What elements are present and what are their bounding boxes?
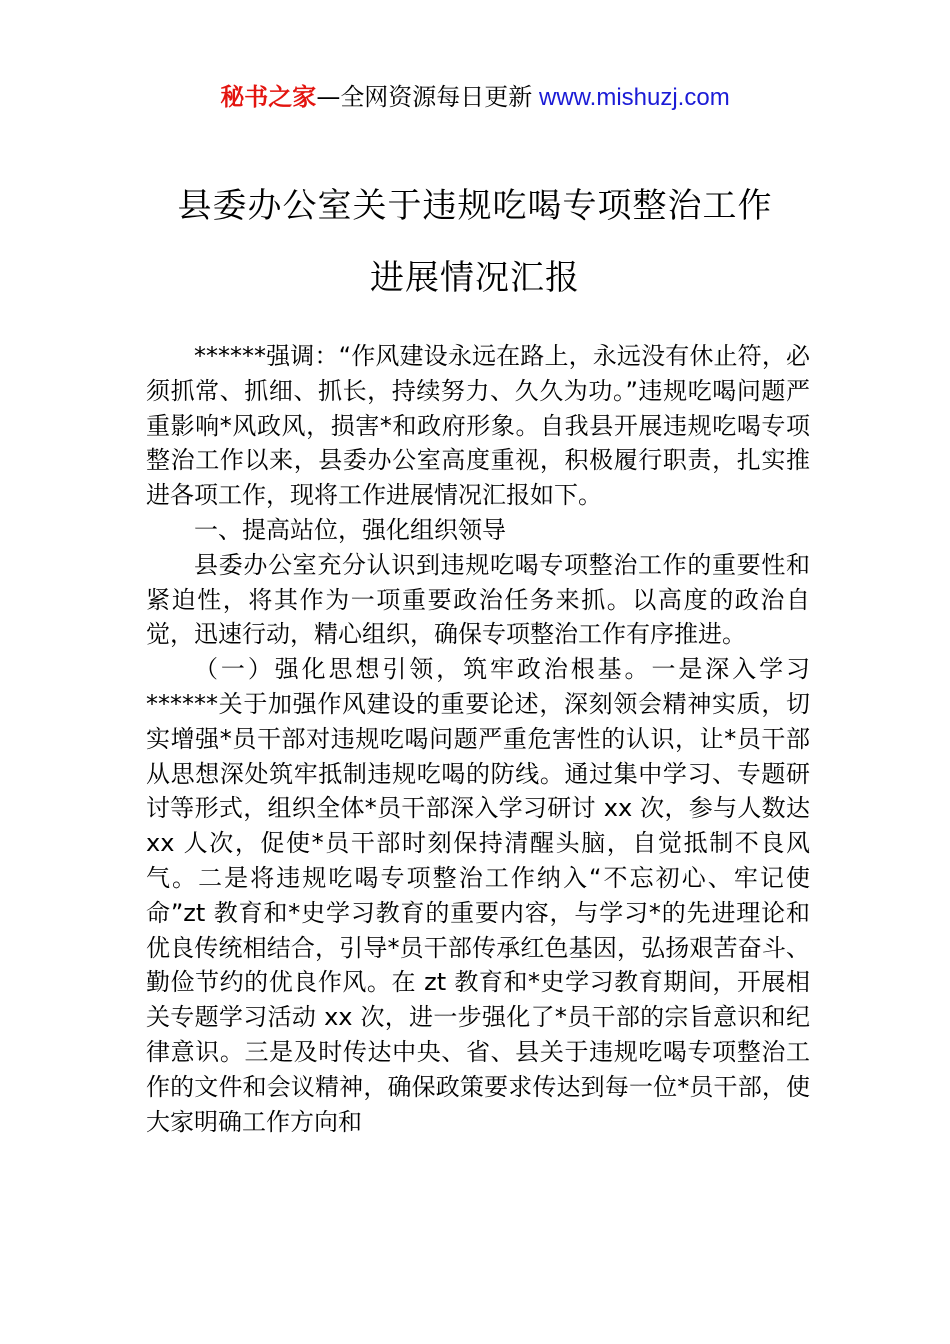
header-tagline: —全网资源每日更新 (316, 83, 533, 111)
section-heading: 一、提高站位，强化组织领导 (194, 515, 506, 544)
site-header (0, 80, 950, 115)
subsection-paragraph: （一）强化思想引领，筑牢政治根基。一是深入学习******关于加强作风建设的重要论述，深刻领会精神实质，切实增强*员干部对违规吃喝问题严重危害性的认识，让*员干部从思想深处筑牢抵制违规吃喝的防线。通过集中学习、专题研讨等形式，组织全体*员干部深入学习研讨 xx 次，参与人数达 xx 人次，促使*员干部时刻保持清醒头脑，自觉抵制不良风气。二是将违规吃喝专项整治工作纳入“不忘初心、牢记使命”zt 教育和*史学习教育的重要内容，与学习*的先进理论和优良传统相结合，引导*员干部传承红色基因，弘扬艰苦奋斗、勤俭节约的优良作风。在 zt 教育和*史学习教育期间，开展相关专题学习活动 xx 次，进一步强化了*员干部的宗旨意识和纪律意识。三是及时传达中央、省、县关于违规吃喝专项整治工作的文件和会议精神，确保政策要求传达到每一位*员干部，使大家明确工作方向和 (146, 655, 810, 1136)
document-title-line-1: 县委办公室关于违规吃喝专项整治工作 (177, 186, 773, 226)
body-paragraph: 县委办公室充分认识到违规吃喝专项整治工作的重要性和紧迫性，将其作为一项重要政治任务来抓。以高度的政治自觉，迅速行动，精心组织，确保专项整治工作有序推进。 (146, 550, 810, 649)
site-url[interactable]: www.mishuzj.com (532, 84, 730, 111)
intro-paragraph: ******强调：“作风建设永远在路上，永远没有休止符，必须抓常、抓细、抓长，持续努力、久久为功。”违规吃喝问题严重影响*风政风，损害*和政府形象。自我县开展违规吃喝专项整治工作以来，县委办公室高度重视，积极履行职责，扎实推进各项工作，现将工作进展情况汇报如下。 (146, 342, 810, 510)
brand-name: 秘书之家 (220, 83, 317, 111)
document-body (146, 339, 810, 1139)
document-title-line-2: 进展情况汇报 (370, 258, 580, 298)
